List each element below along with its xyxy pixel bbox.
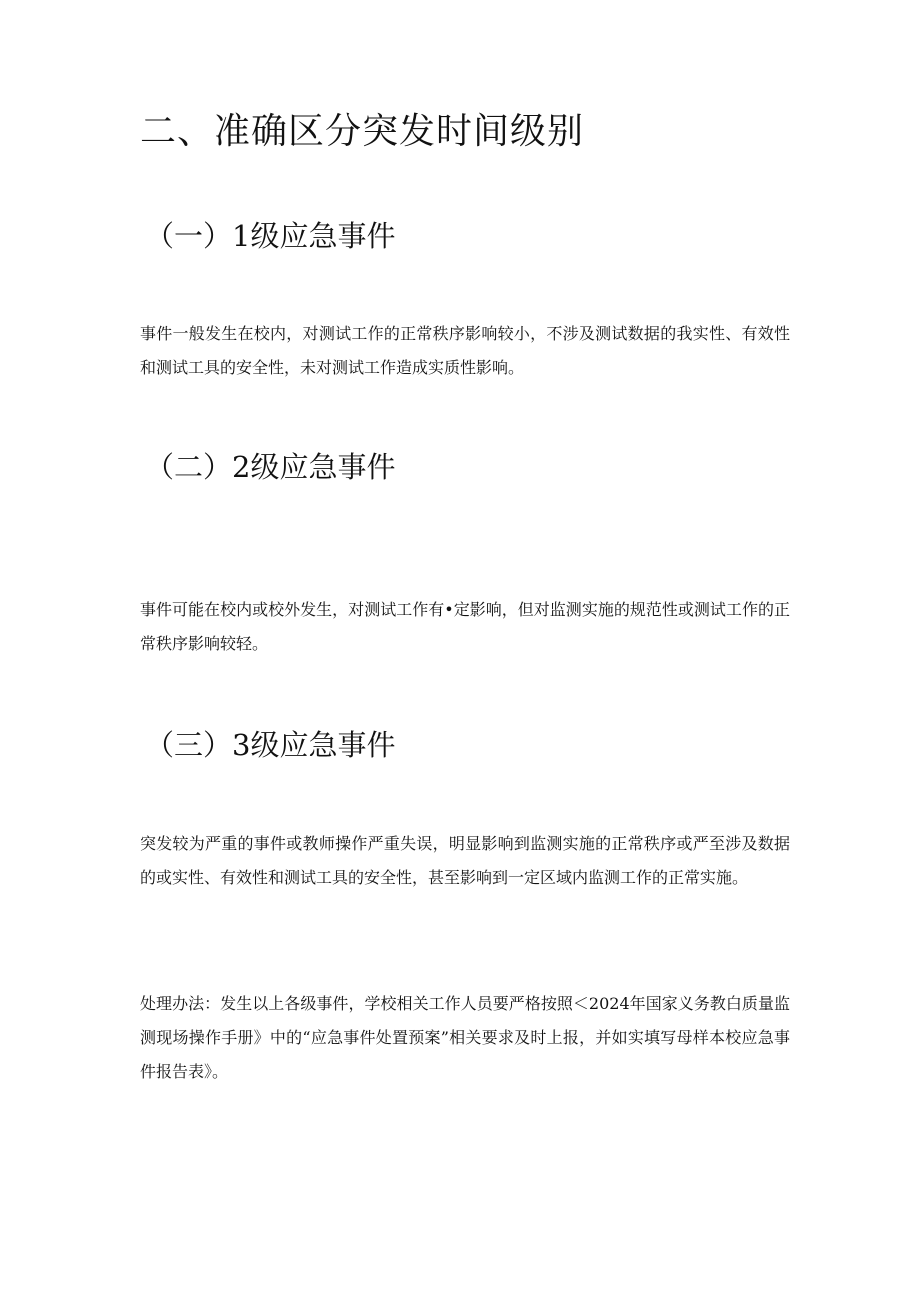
section-title: 二、准确区分突发时间级别 (140, 111, 585, 152)
level-2-heading: （二）2级应急事件 (145, 450, 396, 484)
level-1-heading: （一）1级应急事件 (145, 219, 396, 253)
level-3-heading: （三）3级应急事件 (145, 728, 396, 762)
level-2-description: 事件可能在校内或校外发生，对测试工作有•定影响，但对监测实施的规范性或测试工作的正常秩序影响较轻。 (140, 600, 790, 653)
level-1-description: 事件一般发生在校内，对测试工作的正常秩序影响较小，不涉及测试数据的我实性、有效性和测试工具的安全性，未对测试工作造成实质性影响。 (140, 324, 790, 377)
level-3-description: 突发较为严重的事件或教师操作严重失误，明显影响到监测实施的正常秩序或严至涉及数据的或实性、有效性和测试工具的安全性，甚至影响到一定区域内监测工作的正常实施。 (140, 834, 790, 887)
handling-procedure: 处理办法：发生以上各级事件，学校相关工作人员要严格按照＜2024年国家义务教白质量监测现场操作手册》中的“应急事件处置预案”相关要求及时上报，并如实填写母样本校应急事件报告表》。 (140, 994, 790, 1081)
